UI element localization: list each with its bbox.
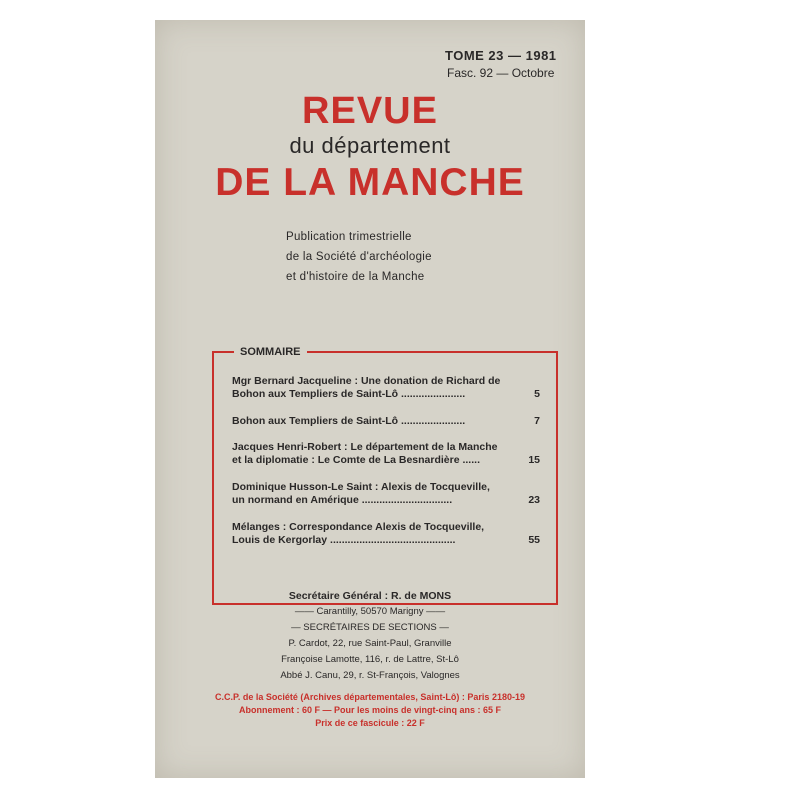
toc-entry-text: Mélanges : Correspondance Alexis de Tocqueville, (232, 521, 485, 533)
fascicle-label: Fasc. 92 — Octobre (447, 66, 555, 80)
toc-entry-text: un normand en Amérique ............................... (232, 494, 453, 506)
publication-line: et d'histoire de la Manche (286, 271, 425, 283)
toc-entry (232, 441, 540, 467)
ccp-line: C.C.P. de la Société (Archives départementales, Saint-Lô) : Paris 2180-19 (215, 692, 525, 702)
toc-entry-text: Mgr Bernard Jacqueline : Une donation de Richard de (232, 375, 501, 387)
toc-entry (232, 521, 540, 547)
prix-line: Prix de ce fascicule : 22 F (315, 718, 425, 728)
toc-entry-text: Bohon aux Templiers de Saint-Lô ...................... (232, 388, 466, 400)
toc-entry-text: Jacques Henri-Robert : Le département de la Manche (232, 441, 498, 453)
section-secretary: Abbé J. Canu, 29, r. St-François, Valognes (280, 670, 460, 681)
toc-page-number: 55 (528, 534, 540, 546)
toc-entry-text: Louis de Kergorlay ........................................... (232, 534, 456, 546)
magazine-cover (155, 20, 585, 778)
toc-page-number: 5 (534, 388, 540, 400)
toc-entry-text: Bohon aux Templiers de Saint-Lô ...................... (232, 415, 466, 427)
toc-page-number: 23 (528, 494, 540, 506)
abonnement-line: Abonnement : 60 F — Pour les moins de vingt-cinq ans : 65 F (238, 705, 502, 715)
title-du-departement: du département (289, 133, 451, 158)
publication-line: de la Société d'archéologie (286, 251, 432, 263)
publication-line: Publication trimestrielle (286, 231, 412, 243)
toc-page-number: 15 (528, 454, 540, 466)
toc-entry (232, 415, 540, 428)
sommaire-heading: SOMMAIRE (234, 346, 307, 358)
sections-heading: — SECRÉTAIRES DE SECTIONS — (291, 622, 449, 633)
section-secretary: P. Cardot, 22, rue Saint-Paul, Granville (288, 638, 452, 649)
toc-entry-text: et la diplomatie : Le Comte de La Besnardière ...... (232, 454, 480, 466)
toc-entry (232, 481, 540, 507)
toc-page-number: 7 (534, 415, 540, 427)
tome-label: TOME 23 — 1981 (445, 48, 557, 63)
title-revue: REVUE (302, 90, 438, 132)
title-de-la-manche: DE LA MANCHE (215, 161, 525, 204)
secretaire-address: —— Carantilly, 50570 Marigny —— (294, 606, 446, 617)
toc-entry-text: Dominique Husson-Le Saint : Alexis de Tocqueville, (232, 481, 490, 493)
toc-entry (232, 375, 540, 401)
secretaire-general: Secrétaire Général : R. de MONS (288, 590, 452, 602)
section-secretary: Françoise Lamotte, 116, r. de Lattre, St-Lô (281, 654, 459, 665)
